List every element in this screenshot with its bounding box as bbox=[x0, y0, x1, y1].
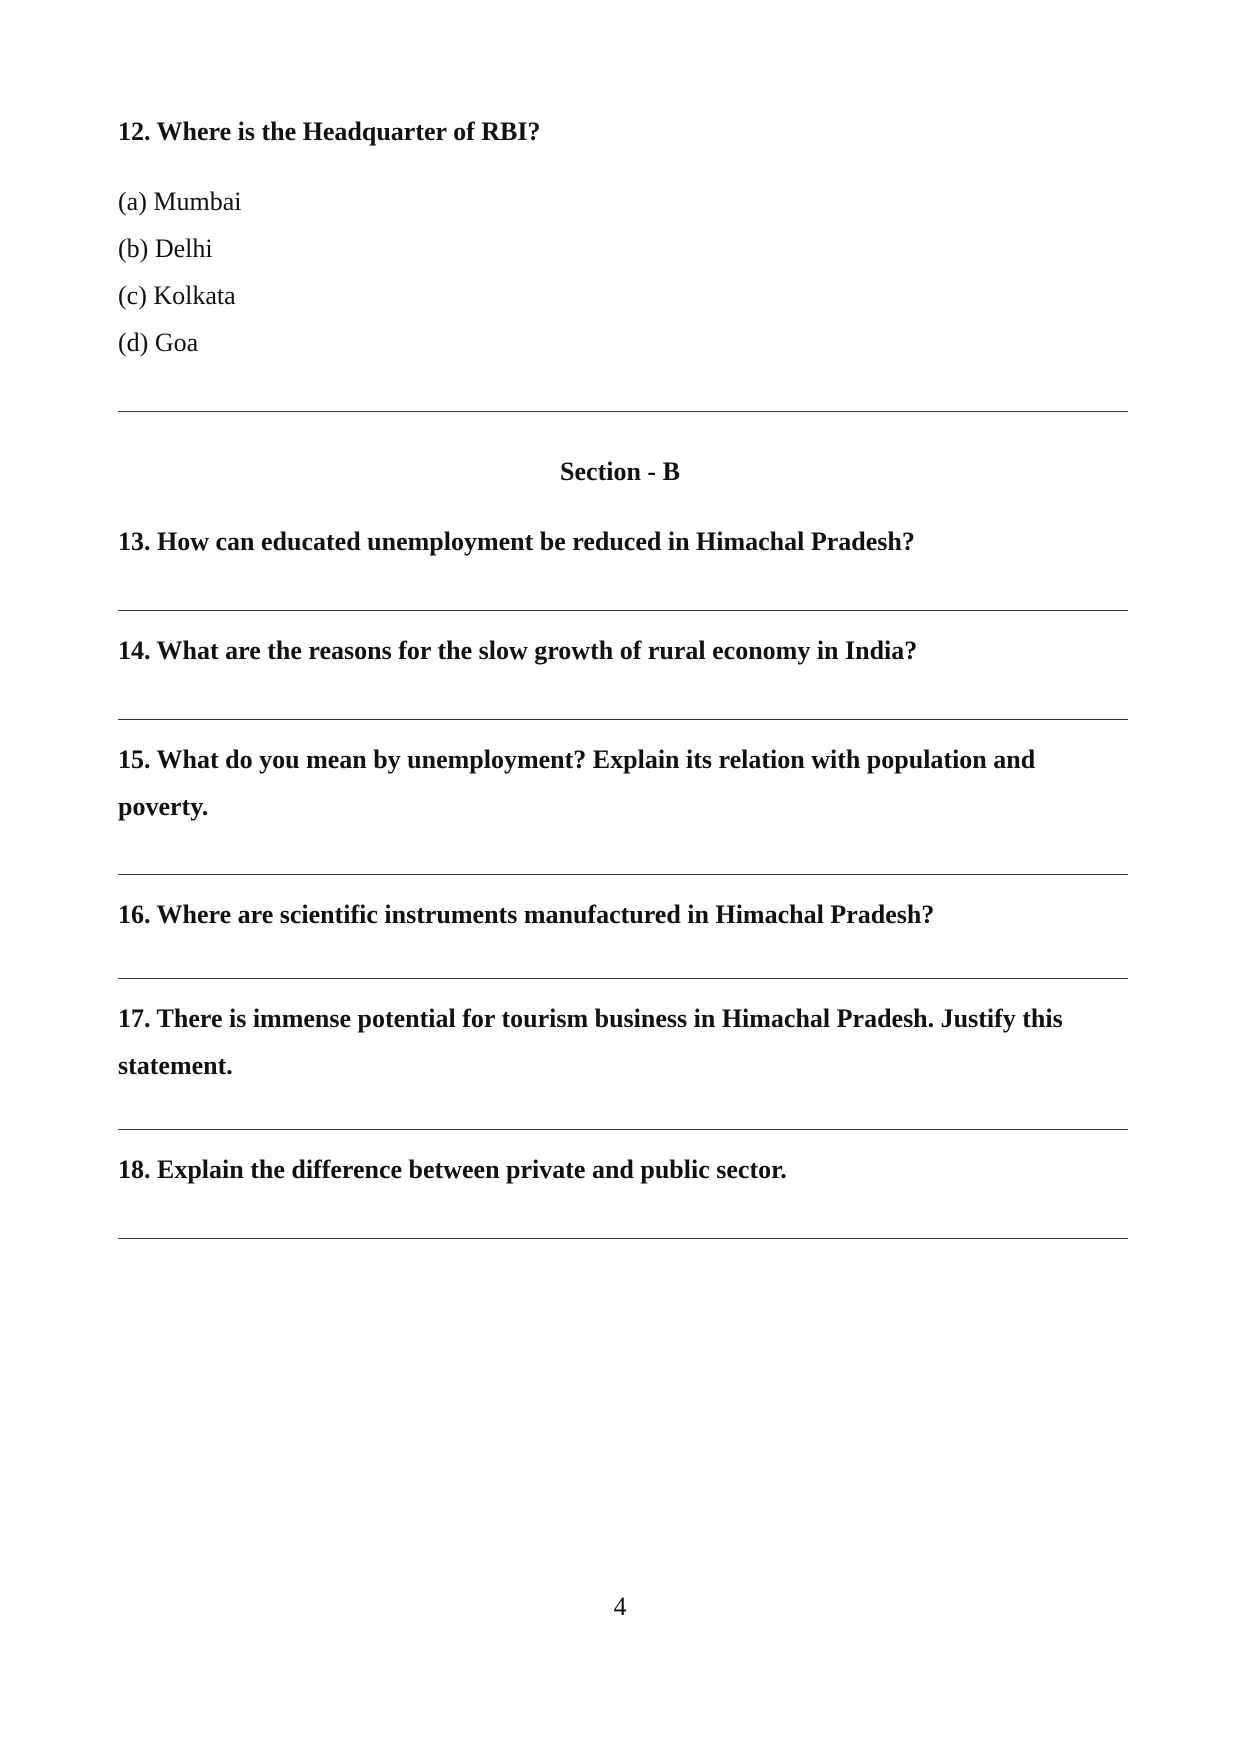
divider bbox=[118, 1129, 1128, 1130]
option-b: (b) Delhi bbox=[118, 234, 213, 263]
section-title: Section - B bbox=[560, 457, 680, 486]
option-d: (d) Goa bbox=[118, 328, 199, 357]
divider bbox=[118, 719, 1128, 720]
divider bbox=[118, 1238, 1128, 1239]
question-16: 16. Where are scientific instruments manufactured in Himachal Pradesh? bbox=[118, 900, 935, 929]
question-13: 13. How can educated unemployment be reduced in Himachal Pradesh? bbox=[118, 527, 915, 556]
divider bbox=[118, 978, 1128, 979]
question-12: 12. Where is the Headquarter of RBI? bbox=[118, 117, 541, 146]
divider bbox=[118, 610, 1128, 611]
question-17: 17. There is immense potential for tourism business in Himachal Pradesh. Justify this statement. bbox=[118, 1004, 1063, 1080]
divider bbox=[118, 411, 1128, 412]
option-c: (c) Kolkata bbox=[118, 281, 236, 310]
page-number: 4 bbox=[613, 1592, 627, 1621]
divider bbox=[118, 874, 1128, 875]
question-14: 14. What are the reasons for the slow growth of rural economy in India? bbox=[118, 636, 918, 665]
question-18: 18. Explain the difference between private and public sector. bbox=[118, 1155, 787, 1184]
question-15: 15. What do you mean by unemployment? Explain its relation with population and poverty. bbox=[118, 745, 1036, 821]
option-a: (a) Mumbai bbox=[118, 187, 242, 216]
